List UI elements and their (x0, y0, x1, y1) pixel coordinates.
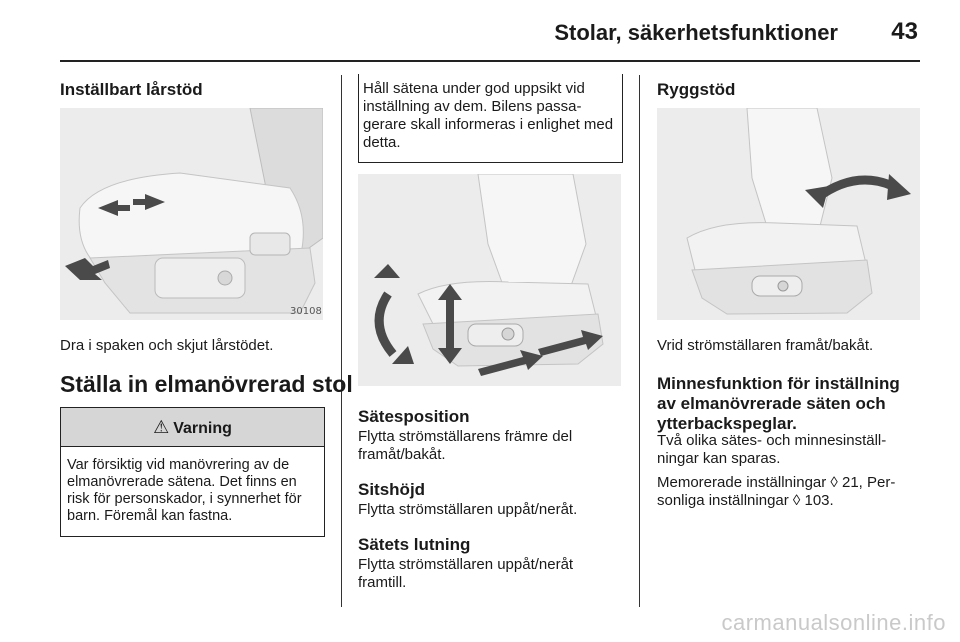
memory-function-references: Memorerade inställningar ◊ 21, Personliga inställningar ◊ 103. (657, 474, 896, 509)
electric-seat-heading: Ställa in elmanövrerad stol (60, 371, 353, 397)
seat-height-text: Flytta strömställaren uppåt/neråt. (358, 501, 578, 518)
seat-controls-illustration (358, 174, 621, 386)
page-header-title: Stolar, säkerhetsfunktioner (554, 20, 838, 45)
column-divider-left (341, 75, 342, 607)
column-divider-right (639, 75, 640, 607)
thigh-support-caption: Dra i spaken och skjut lårstödet. (60, 337, 274, 354)
warning-header (61, 408, 324, 447)
section-heading-seat-height: Sitshöjd (358, 480, 426, 499)
warning-box (60, 407, 325, 537)
memory-function-text: Två olika sätes- och minnesinställningar kan sparas. (657, 432, 887, 467)
memory-function-heading: Minnesfunktion för inställning av elmanövrerade säten och ytterbackspeglar. (657, 374, 900, 433)
section-heading-seat-tilt: Sätets lutning (358, 535, 471, 554)
warning-title: Varning (173, 420, 232, 437)
page-number: 43 (891, 18, 918, 45)
seat-position-text: Flytta strömställarens främre del framåt/bakåt. (358, 428, 573, 463)
section-heading-backrest: Ryggstöd (657, 80, 736, 99)
note-text: Håll sätena under god uppsikt vid inställning av dem. Bilens passagerare skall informeras i enlighet med detta. (363, 80, 614, 151)
header-rule (60, 60, 920, 62)
section-heading-seat-position: Sätesposition (358, 407, 470, 426)
figure-number: 30108 (290, 306, 322, 317)
backrest-caption: Vrid strömställaren framåt/bakåt. (657, 337, 874, 354)
warning-triangle-icon: ⚠ (153, 417, 170, 437)
backrest-illustration (657, 108, 920, 320)
seat-tilt-text: Flytta strömställaren uppåt/neråt framtill. (358, 556, 574, 591)
section-heading-thigh-support: Inställbart lårstöd (60, 80, 203, 99)
thigh-support-illustration (60, 108, 323, 320)
warning-text: Var försiktig vid manövrering av de elmanövrerade sätena. Det finns en risk för personskador, i synnerhet för barn. Föremål kan fastna. (67, 457, 302, 524)
note-box (358, 74, 623, 163)
watermark: carmanualsonline.info (721, 610, 946, 635)
